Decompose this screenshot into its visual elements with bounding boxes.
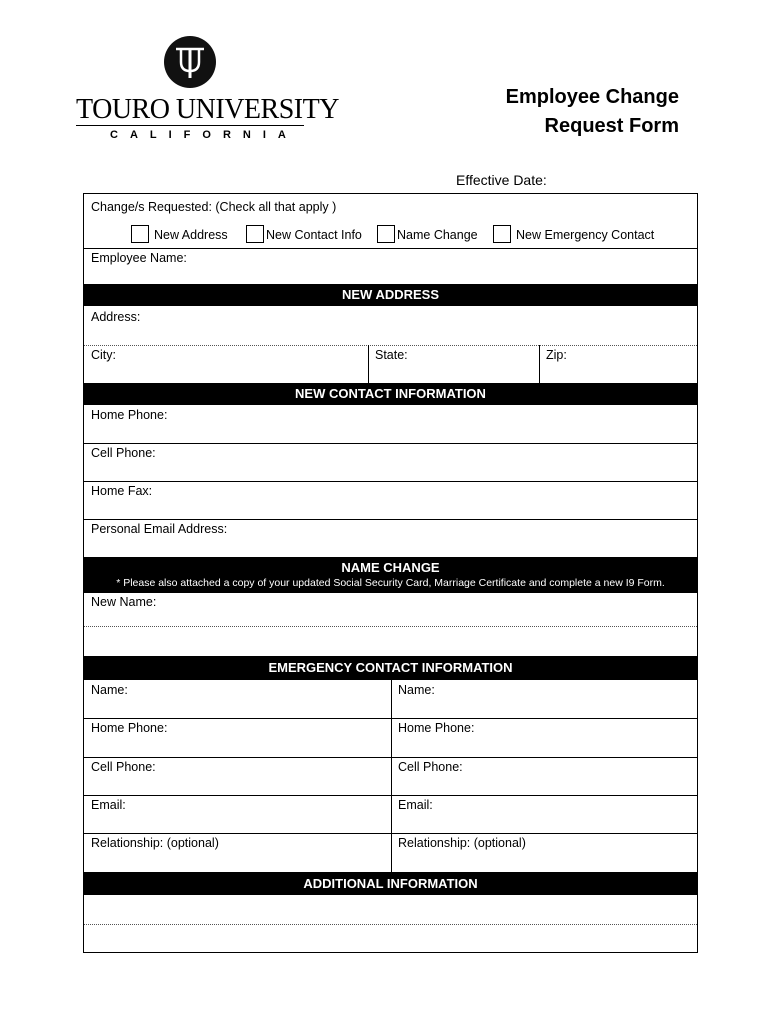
- divider: [84, 443, 697, 444]
- emergency1-relationship-field[interactable]: Relationship: (optional): [91, 836, 219, 850]
- emergency1-home-phone-field[interactable]: Home Phone:: [91, 721, 168, 735]
- form-title-line1: Employee Change: [505, 86, 679, 108]
- column-divider: [539, 345, 540, 383]
- option-new-address-label: New Address: [154, 228, 228, 242]
- home-fax-field[interactable]: Home Fax:: [91, 484, 153, 498]
- university-logo-emblem: [164, 36, 216, 88]
- divider: [84, 924, 697, 925]
- logo-divider: [76, 125, 304, 126]
- option-name-change-label: Name Change: [397, 228, 478, 242]
- divider: [84, 481, 697, 482]
- form-title: [506, 83, 679, 141]
- new-name-field[interactable]: New Name:: [91, 595, 157, 609]
- emergency2-cell-phone-field[interactable]: Cell Phone:: [398, 760, 463, 774]
- emergency1-cell-phone-field[interactable]: Cell Phone:: [91, 760, 156, 774]
- address-field[interactable]: Address:: [91, 310, 141, 324]
- option-new-contact-info-label: New Contact Info: [266, 228, 362, 242]
- additional-info-line-1[interactable]: [91, 898, 691, 922]
- employee-name-field[interactable]: Employee Name:: [91, 251, 187, 265]
- city-field[interactable]: City:: [91, 348, 116, 362]
- tu-emblem-icon: [170, 42, 210, 82]
- column-divider: [368, 345, 369, 383]
- employee-change-form: [83, 193, 698, 953]
- section-header-contact-information: NEW CONTACT INFORMATION: [84, 383, 697, 405]
- checkbox-new-contact-info[interactable]: [246, 225, 264, 243]
- zip-field[interactable]: Zip:: [546, 348, 567, 362]
- emergency1-email-field[interactable]: Email:: [91, 798, 126, 812]
- section-header-emergency-contact: EMERGENCY CONTACT INFORMATION: [84, 656, 697, 680]
- divider: [84, 795, 697, 796]
- option-new-emergency-contact-label: New Emergency Contact: [516, 228, 655, 242]
- additional-info-line-2[interactable]: [91, 927, 691, 951]
- divider: [84, 833, 697, 834]
- divider: [84, 519, 697, 520]
- personal-email-field[interactable]: Personal Email Address:: [91, 522, 228, 536]
- divider: [84, 626, 697, 627]
- state-field[interactable]: State:: [375, 348, 408, 362]
- logo-university-name: TOURO UNIVERSITY: [76, 94, 339, 125]
- checkbox-name-change[interactable]: [377, 225, 395, 243]
- divider: [84, 718, 697, 719]
- home-phone-field[interactable]: Home Phone:: [91, 408, 168, 422]
- section-header-additional-information: ADDITIONAL INFORMATION: [84, 872, 697, 895]
- logo-campus-name: CALIFORNIA: [110, 129, 298, 141]
- cell-phone-field[interactable]: Cell Phone:: [91, 446, 156, 460]
- emergency2-home-phone-field[interactable]: Home Phone:: [398, 721, 475, 735]
- emergency2-relationship-field[interactable]: Relationship: (optional): [398, 836, 526, 850]
- changes-requested-label: Change/s Requested: (Check all that apply ): [91, 200, 337, 214]
- divider: [84, 345, 697, 346]
- emergency2-name-field[interactable]: Name:: [398, 683, 435, 697]
- section-header-new-address: NEW ADDRESS: [84, 284, 697, 306]
- divider: [84, 248, 697, 249]
- checkbox-new-emergency-contact[interactable]: [493, 225, 511, 243]
- name-change-heading: NAME CHANGE: [341, 560, 440, 575]
- divider: [84, 757, 697, 758]
- column-divider: [391, 680, 392, 872]
- checkbox-new-address[interactable]: [131, 225, 149, 243]
- section-header-name-change: [84, 557, 697, 593]
- name-change-note: * Please also attached a copy of your updated Social Security Card, Marriage Certificate and complete a new I9 Form.: [116, 577, 665, 589]
- effective-date-label: Effective Date:: [456, 172, 547, 188]
- emergency1-name-field[interactable]: Name:: [91, 683, 128, 697]
- new-name-extra-field[interactable]: [91, 630, 691, 654]
- form-title-line2: Request Form: [544, 115, 679, 137]
- emergency2-email-field[interactable]: Email:: [398, 798, 433, 812]
